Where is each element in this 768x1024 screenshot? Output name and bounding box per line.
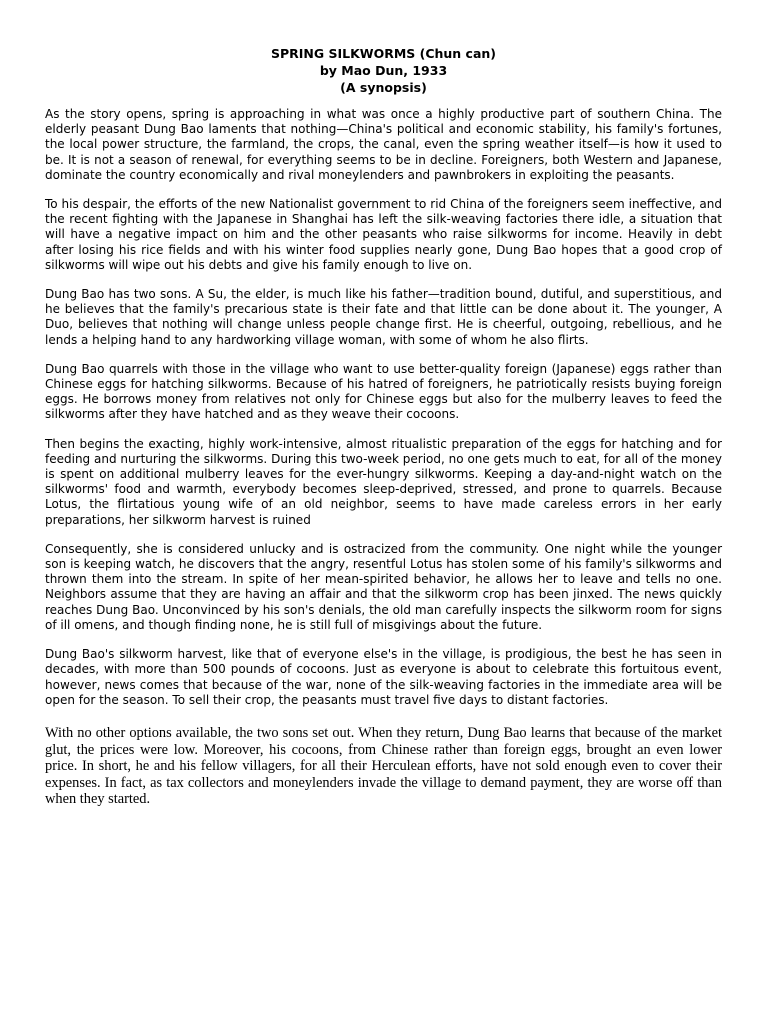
paragraph-4: Dung Bao quarrels with those in the village who want to use better-quality foreign (Japanese) eggs rather than Chinese eggs for hatching silkworms. Because of his hatred of foreigners, he patriotically resists buying foreign eggs. He borrows money from relatives not only for Chinese eggs but also for the mulberry leaves to feed the silkworms after they have hatched and as they weave their cocoons. xyxy=(45,361,722,422)
paragraph-1: As the story opens, spring is approaching in what was once a highly productive part of southern China. The elderly peasant Dung Bao laments that nothing—China's political and economic stability, his family's fortunes, the local power structure, the farmland, the crops, the canal, even the spring weather itself—is how it used to be. It is not a season of renewal, for everything seems to be in decline. Foreigners, both Western and Japanese, dominate the country economically and rival moneylenders and pawnbrokers in exploiting the peasants. xyxy=(45,107,722,182)
document-title: SPRING SILKWORMS (Chun can) xyxy=(270,46,497,61)
paragraph-7: Dung Bao's silkworm harvest, like that of everyone else's in the village, is prodigious, the best he has seen in decades, with more than 500 pounds of cocoons. Just as everyone is about to celebrate this fortuitous event, however, news comes that because of the war, none of the silk-weaving factories in the immediate area will be open for the season. To sell their crop, the peasants must travel five days to distant factories. xyxy=(45,647,722,707)
document-subtitle: (A synopsis) xyxy=(340,80,427,95)
title-block xyxy=(45,45,722,96)
document-byline: by Mao Dun, 1933 xyxy=(319,63,448,78)
document-page xyxy=(45,45,722,822)
paragraph-3: Dung Bao has two sons. A Su, the elder, is much like his father—tradition bound, dutiful, and superstitious, and he believes that the family's precarious state is their fate and that little can be done about it. The younger, A Duo, believes that nothing will change unless people change first. He is cheerful, outgoing, rebellious, and he lends a helping hand to any hardworking village woman, with some of whom he also flirts. xyxy=(45,287,722,347)
paragraph-2: To his despair, the efforts of the new Nationalist government to rid China of the foreigners seem ineffective, and the recent fighting with the Japanese in Shanghai has left the silk-weaving factories there idle, a situation that will have a negative impact on him and the other peasants who raise silkworms for income. Heavily in debt after losing his rice fields and with his winter food supplies nearly gone, Dung Bao hopes that a good crop of silkworms will wipe out his debts and give his family enough to live on. xyxy=(45,197,722,272)
paragraph-8: With no other options available, the two sons set out. When they return, Dung Bao learns that because of the market glut, the prices were low. Moreover, his cocoons, from Chinese rather than foreign eggs, brought an even lower price. In short, he and his fellow villagers, for all their Herculean efforts, have not sold enough even to cover their expenses. In fact, as tax collectors and moneylenders invade the village to demand payment, they are worse off than when they started. xyxy=(45,724,722,808)
paragraph-5: Then begins the exacting, highly work-intensive, almost ritualistic preparation of the eggs for hatching and for feeding and nurturing the silkworms. During this two-week period, no one gets much to eat, for all of the money is spent on additional mulberry leaves for the ever-hungry silkworms. Keeping a day-and-night watch on the silkworms' food and warmth, everybody becomes sleep-deprived, stressed, and prone to quarrels. Because Lotus, the flirtatious young wife of an old neighbor, seems to have made careless errors in her early preparations, her silkworm harvest is ruined xyxy=(45,436,722,527)
paragraph-6: Consequently, she is considered unlucky and is ostracized from the community. One night while the younger son is keeping watch, he discovers that the angry, resentful Lotus has stolen some of his family's silkworms and thrown them into the stream. In spite of her mean-spirited behavior, he allows her to leave and tells no one. Neighbors assume that they are having an affair and that the silkworm crop has been jinxed. The news quickly reaches Dung Bao. Unconvinced by his son's denials, the old man carefully inspects the silkworm room for signs of ill omens, and though finding none, he is still full of misgivings about the future. xyxy=(45,541,722,632)
